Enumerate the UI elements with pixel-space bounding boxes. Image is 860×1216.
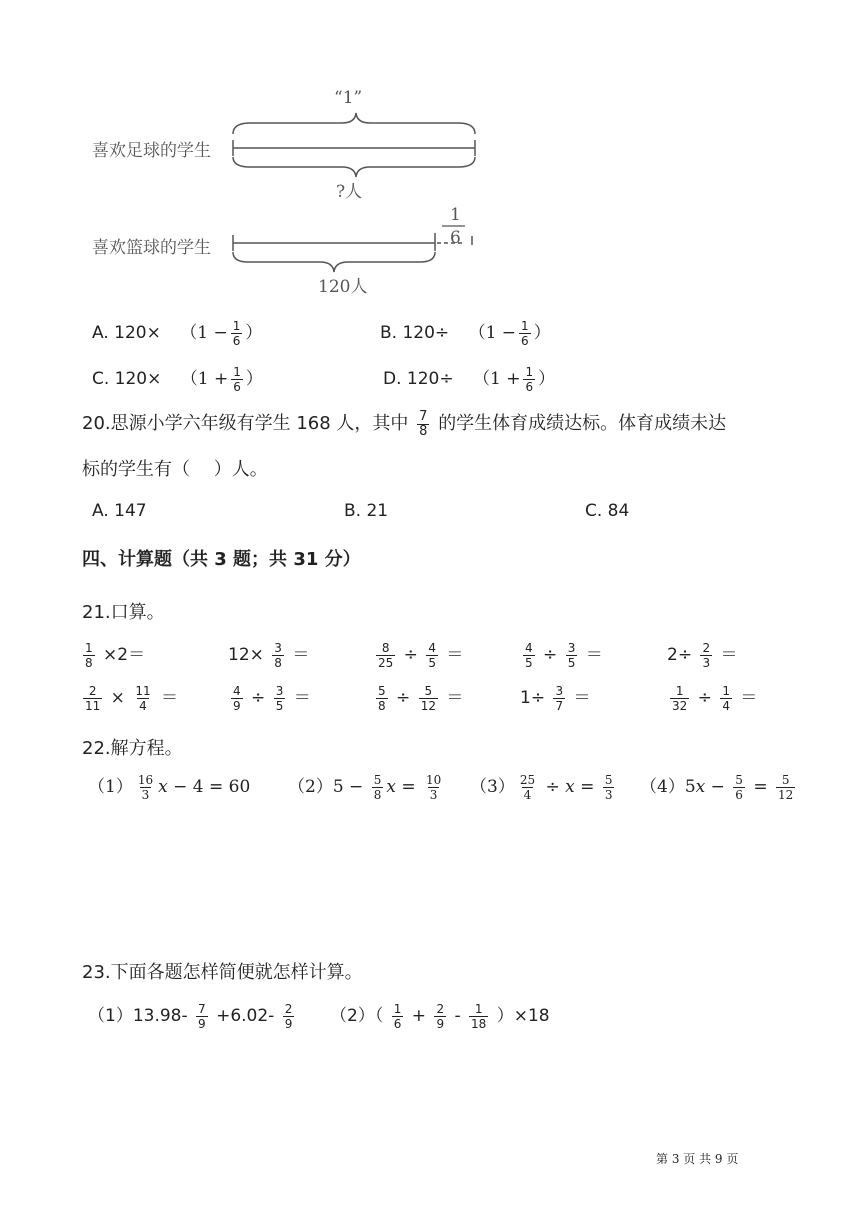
numerator: 10 xyxy=(425,773,442,787)
expr-text: ＝ xyxy=(288,688,311,708)
top-label: “1” xyxy=(334,88,363,108)
fraction xyxy=(231,684,243,713)
denominator: 8 xyxy=(373,788,382,802)
expr-text: +6.02- xyxy=(210,1006,280,1026)
fraction xyxy=(426,641,438,670)
fraction xyxy=(700,641,712,670)
fraction xyxy=(283,1002,295,1031)
denominator: 9 xyxy=(198,1016,206,1031)
numerator: 1 xyxy=(393,1001,402,1016)
fraction xyxy=(424,773,443,802)
denominator: 12 xyxy=(778,788,794,802)
denominator: 8 xyxy=(274,655,282,670)
oral-calc-item xyxy=(373,683,463,713)
denominator: 25 xyxy=(378,655,394,670)
fraction: $\frac{1}{6}$ xyxy=(233,364,241,394)
expr-text: = xyxy=(574,777,600,797)
oral-calc-item xyxy=(373,640,463,670)
oral-calc-item xyxy=(228,640,309,670)
expr-text: ＝ xyxy=(155,688,179,708)
count-label: 120人 xyxy=(318,277,368,297)
denominator: 5 xyxy=(275,698,284,713)
numerator: 1 xyxy=(474,1001,483,1016)
numerator: 1 xyxy=(675,683,684,698)
numerator: 11 xyxy=(135,683,151,698)
numerator: 1 xyxy=(722,683,730,698)
fraction xyxy=(733,773,745,802)
fraction xyxy=(274,684,286,713)
fraction xyxy=(196,1002,208,1031)
fraction: $\frac{1}{6}$ xyxy=(521,318,529,348)
oral-calc-item xyxy=(520,640,603,670)
expr-text: ＝ xyxy=(715,645,738,665)
q19-option-c[interactable]: C. 120× （1 + $\frac{1}{6}$ ） xyxy=(92,364,263,394)
fraction xyxy=(469,1002,488,1031)
variable: x xyxy=(565,777,575,797)
expr-text: = xyxy=(747,777,773,797)
denominator: 18 xyxy=(471,1016,487,1031)
q22-title: 22.解方程。 xyxy=(82,738,183,759)
expr-text: ÷ xyxy=(540,777,566,797)
label-football: 喜欢足球的学生 xyxy=(92,141,211,161)
fraction xyxy=(272,641,284,670)
expr-text: ＝ xyxy=(286,645,310,665)
expr-text: ÷ xyxy=(245,688,271,708)
denominator: 9 xyxy=(284,1016,293,1031)
numerator: 4 xyxy=(525,640,533,655)
fraction xyxy=(83,684,102,713)
oral-calc-item xyxy=(667,640,738,670)
denominator: 5 xyxy=(525,655,533,670)
fraction xyxy=(376,684,388,713)
numerator: 5 xyxy=(373,773,382,787)
numerator: 8 xyxy=(381,640,390,655)
denominator: 5 xyxy=(428,655,436,670)
fraction xyxy=(670,684,689,713)
expr-text: ＝ xyxy=(734,688,758,708)
fraction xyxy=(523,641,535,670)
fraction xyxy=(133,684,152,713)
section-title: 四、计算题（共 3 题；共 31 分） xyxy=(82,549,361,570)
oral-calc-item xyxy=(667,683,757,713)
expr-text: ÷ xyxy=(398,645,424,665)
numerator: 7 xyxy=(198,1001,206,1016)
numerator: 5 xyxy=(424,683,433,698)
denominator: 3 xyxy=(141,788,150,802)
q20-option-c[interactable]: C. 84 xyxy=(585,501,630,521)
oral-calc-item xyxy=(80,640,145,670)
label-basketball: 喜欢篮球的学生 xyxy=(92,238,211,258)
equation-3 xyxy=(470,772,617,802)
fraction xyxy=(566,641,578,670)
expr-text: ÷ xyxy=(692,688,718,708)
variable: x xyxy=(158,777,168,797)
numerator: 16 xyxy=(137,773,154,787)
expr-text: （3） xyxy=(470,777,515,797)
numerator: 3 xyxy=(275,683,284,698)
fraction xyxy=(518,773,537,802)
numerator: 2 xyxy=(284,1001,293,1016)
fraction xyxy=(392,1002,404,1031)
equation-4 xyxy=(640,772,798,802)
numerator: 4 xyxy=(428,640,436,655)
fraction-numerator: 1 xyxy=(450,205,461,225)
expr-text: 2÷ xyxy=(667,645,698,665)
expr-text: ＝ xyxy=(568,688,591,708)
denominator: 3 xyxy=(604,788,613,802)
question-label: ?人 xyxy=(336,182,363,202)
expr-text: − xyxy=(705,777,731,797)
numerator: 1 xyxy=(85,640,93,655)
expr-text: + xyxy=(406,1006,432,1026)
q19-option-d[interactable]: D. 120÷ （1 + $\frac{1}{6}$ ） xyxy=(383,364,556,394)
expr-text: ）×18 xyxy=(491,1006,550,1026)
fraction xyxy=(776,773,795,802)
fraction xyxy=(136,773,155,802)
oral-calc-item xyxy=(80,683,178,713)
fraction xyxy=(720,684,732,713)
expr-text: ＝ xyxy=(580,645,603,665)
q20-option-a[interactable]: A. 147 xyxy=(92,501,147,521)
fraction xyxy=(83,641,95,670)
q23-problem-1 xyxy=(88,1001,297,1031)
oral-calc-item xyxy=(228,683,311,713)
denominator: 7 xyxy=(555,698,564,713)
bottom-brace xyxy=(233,157,475,177)
expr-text: （1） xyxy=(88,777,133,797)
basketball-brace xyxy=(233,252,435,272)
expr-text: × xyxy=(105,688,131,708)
q23-title: 23.下面各题怎样简便就怎样计算。 xyxy=(82,962,363,983)
denominator: 4 xyxy=(722,698,730,713)
denominator: 8 xyxy=(85,655,93,670)
expr-text: （2）5 − xyxy=(288,777,369,797)
denominator: 3 xyxy=(429,788,438,802)
expr-text: ＝ xyxy=(440,688,464,708)
q20-option-b[interactable]: B. 21 xyxy=(344,501,389,521)
expr-text: （2）（ xyxy=(330,1006,389,1026)
denominator: 12 xyxy=(420,698,436,713)
numerator: 3 xyxy=(274,640,282,655)
equation-1 xyxy=(88,772,250,802)
denominator: 8 xyxy=(378,698,386,713)
top-brace xyxy=(233,113,475,134)
numerator: 3 xyxy=(555,683,564,698)
fraction xyxy=(419,684,438,713)
q23-problem-2 xyxy=(330,1001,550,1031)
denominator: 6 xyxy=(393,1016,402,1031)
numerator: 5 xyxy=(378,683,386,698)
q19-option-b[interactable]: B. 120÷ （1 − $\frac{1}{6}$ ） xyxy=(380,318,551,348)
fraction xyxy=(434,1002,446,1031)
q21-title: 21.口算。 xyxy=(82,602,165,623)
expr-text: ×2＝ xyxy=(97,645,146,665)
numerator: 25 xyxy=(519,773,536,787)
fraction: $\frac{7}{8}$ xyxy=(419,408,428,439)
page-number: 第 3 页 共 9 页 xyxy=(656,1152,739,1166)
fraction: $\frac{1}{6}$ xyxy=(232,318,241,348)
denominator: 4 xyxy=(523,788,532,802)
fraction xyxy=(603,773,615,802)
expr-text: − 4 = 60 xyxy=(167,777,251,797)
fraction xyxy=(553,684,565,713)
fraction xyxy=(372,773,384,802)
fraction-denominator: 6 xyxy=(450,228,461,248)
denominator: 4 xyxy=(139,698,147,713)
expr-text: ÷ xyxy=(390,688,416,708)
expr-text: ＝ xyxy=(440,645,464,665)
numerator: 2 xyxy=(702,640,711,655)
numerator: 5 xyxy=(604,773,613,787)
equation-2 xyxy=(288,772,446,802)
expr-text: = xyxy=(395,777,421,797)
denominator: 9 xyxy=(436,1016,445,1031)
variable: x xyxy=(386,777,396,797)
numerator: 5 xyxy=(781,773,790,787)
expr-text: （4）5 xyxy=(640,777,696,797)
numerator: 2 xyxy=(88,683,97,698)
denominator: 11 xyxy=(85,698,101,713)
denominator: 6 xyxy=(735,788,743,802)
variable: x xyxy=(695,777,706,797)
fraction xyxy=(376,641,395,670)
numerator: 3 xyxy=(567,640,576,655)
expr-text: 12× xyxy=(228,645,270,665)
numerator: 2 xyxy=(436,1001,445,1016)
expr-text: - xyxy=(449,1006,467,1026)
denominator: 32 xyxy=(672,698,688,713)
fraction: $\frac{1}{6}$ xyxy=(525,364,534,394)
numerator: 4 xyxy=(233,683,241,698)
numerator: 5 xyxy=(735,773,743,787)
expr-text: （1）13.98- xyxy=(88,1006,194,1026)
q19-option-a[interactable]: A. 120× （1 − $\frac{1}{6}$ ） xyxy=(92,318,263,348)
denominator: 3 xyxy=(702,655,711,670)
expr-text: ÷ xyxy=(537,645,563,665)
denominator: 5 xyxy=(567,655,576,670)
expr-text: 1÷ xyxy=(520,688,551,708)
q20-line1: 20.思源小学六年级有学生 168 人，其中 $\frac{7}{8}$ 的学生体育成绩达标。体育成绩未达 xyxy=(82,408,727,439)
q20-line2: 标的学生有（ ）人。 xyxy=(82,459,268,480)
denominator: 9 xyxy=(233,698,241,713)
bar-model-svg xyxy=(80,85,500,295)
oral-calc-item xyxy=(520,683,591,713)
